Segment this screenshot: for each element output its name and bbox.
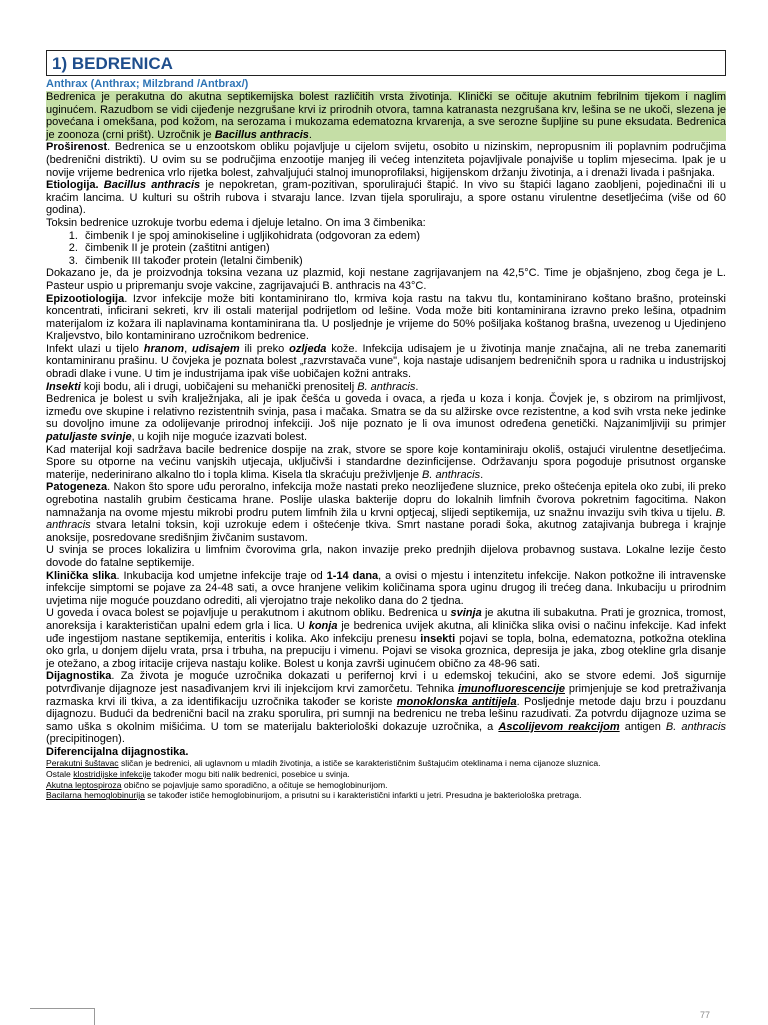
list-item <box>46 790 726 801</box>
diferencijalna-heading <box>46 746 726 759</box>
insekti-paragraph <box>46 381 726 394</box>
goveda-konja: konja <box>308 619 338 632</box>
diff-term: Bacilarna hemoglobinurija <box>46 790 145 801</box>
ulaz-text: ili preko <box>239 342 290 355</box>
insekti-text: koji bodu, ali i drugi, uobičajeni su mehanički prenositelj <box>80 380 358 393</box>
diff-term: Perakutni šuštavac <box>46 758 119 769</box>
dijagnostika-text: (precipitinogen). <box>46 733 125 746</box>
diferencijalna-end: . <box>185 745 189 758</box>
ulaz-text: kože. Infekcija udisajem je u životinja manje značajna, ali ne treba zanemariti kontaminiranu prašinu. U čovjeka je poznata bolest „razvrstavača vune", koja nastaje udisanjem bedreničnih spora u radnika u industrijskoj obradi dlake i vune. U tim je industrijama ipak više uobičajen kožni antraks. <box>46 342 726 381</box>
diff-text: sličan je bedrenici, ali uglavnom u mladih životinja, a ističe se karakterističnim šuštajućim oteklinama i nema cijanoze sluznica. <box>118 758 601 769</box>
epizootiologija-text: . Izvor infekcije može biti kontaminirano tlo, krmiva koja rastu na takvu tlu, kontaminirano koštano brašno, proteinski koncentrati, inficirani sekreti, krv ili ostali materijal podrijetlom od lešine. Voda može biti kontaminirana izravno preko lešina, otpadnim materijalom iz kožara ili naplavinama kontaminirana tla. U posljednje je vrijeme do 50% pošiljaka koštanog brašna, uvezenog u Ujedinjeno Kraljevstvo, bilo kontaminirano uzročnikom bedrenice. <box>46 292 726 343</box>
monoklonska-antitijela: monoklonska antitijela <box>396 695 517 708</box>
patogeneza-text2: stvara letalni toksin, koji uzrokuje edem i oštećenje tkiva. Smrt nastane poradi šoka, akutnog zatajivanja bubrega i krajnje anoksije, posredovane središnjim živčanim sustavom. <box>46 519 726 544</box>
dijagnostika-text: antigen <box>619 720 666 733</box>
diferencijalna-label: Diferencijalna dijagnostika <box>46 745 186 758</box>
klinicka-text: . Inkubacija kod umjetne infekcije traje od <box>116 569 327 582</box>
dijagnostika-text: primjenjuje se kod pretraživanja razmaska krvi ili tkiva, a za identifikaciju uzročnika također se koriste <box>46 682 726 708</box>
spore-paragraph <box>46 444 726 482</box>
klinicka-label: Klinička slika <box>46 569 117 582</box>
spore-text: Kad materijal koji sadržava bacile bedrenice dospije na zrak, stvore se spore koje kontaminiraju okoliš, ostajući virulentne desetljećima. Spore su otporne na većinu vanjskih utjecaja, uključivši i standardne dezinficijense. Održavanju spora pogoduje prisutnost organske materije, nederinirano alkalno tlo i topla klima. Kisela tla skraćuju preživljenje <box>46 443 726 481</box>
goveda-text: pojavi se topla, bolna, edematozna, potkožna oteklina oko grla, u donjem dijelu vrata, prsa i trbuha, na prepuciju i vimenu. Pojavi se visoka groznica, depresija je jaka, zbog otekline grla disanje je otežano, a zbog iritacije crijeva nastaju kolike. Bolest u konja završi uginućem obično za 48-96 sati. <box>46 632 727 670</box>
page-title: 1) BEDRENICA <box>52 54 173 73</box>
insekti-agent: B. anthracis <box>357 380 416 393</box>
klinicka-days: 1-14 dana <box>326 569 379 582</box>
goveda-text: je akutna ili subakutna. Prati je groznica, tromost, anoreksija i karakterističan upalni edem grla i lica. U <box>46 607 726 632</box>
diff-pre: Ostale <box>46 769 74 780</box>
goveda-insekti: insekti <box>420 632 456 645</box>
list-item <box>46 758 726 769</box>
spore-end: . <box>480 468 484 481</box>
patogeneza-text: . Nakon što spore uđu peroralno, infekcija može nastati preko neozlijeđene sluznice, preko oštećenja epitela oko zubi, ili preko ogrebotina nastalih grubim česticama hrane. Poslije ulaska bakterije dopru do lokalnih limfnih čvorova pokretnim fagocitima. Nakon namnažanja na ovome mjestu mikrobi prodru putem limfnih žila u krvni optjecaj, slijedi septikemija, uz snažnu invaziju svih tkiva u tijelu. <box>46 481 726 519</box>
intro-agent: Bacillus anthracis <box>214 128 309 141</box>
kraljeznjaci-end: , u kojih nije moguće izazvati bolest. <box>131 431 308 444</box>
list-item: 3. čimbenik III također protein (letalni čimbenik) <box>81 255 726 268</box>
imunofluorescencija: imunofluorescencije <box>458 682 565 695</box>
kraljeznjaci-text: Bedrenica je bolest u svih kralježnjaka, ali je ipak češća u goveda i ovaca, a rjeđa u koza i konja. Čovjek je, s obzirom na primljivost, između ove skupine i relativno rezistentnih svinja, pasa i mačaka. Smatra se da su alžirske ovce rezistentne, a kod svih vrsta neke jedinke su dovoljno imune za odolijevanje prirodnoj infekciji. Još nije poznato je li ova imunost određena genetički. Najzanimljiviji su primjer <box>46 393 726 431</box>
list-item: 2. čimbenik II je protein (zaštitni antigen) <box>81 242 726 255</box>
diff-text: se također ističe hemoglobinurijom, a prisutni su i karakteristični infarkti u jetri. Presudna je bakteriološka pretraga. <box>144 790 582 801</box>
list-item <box>46 780 726 791</box>
svinje-paragraph: U svinja se proces lokalizira u limfnim čvorovima grla, nakon invazije preko prednjih dijelova probavnog sustava. Lokalne lezije često dovode do fatalne septikemije. <box>46 544 726 569</box>
spore-agent: B. anthracis <box>422 468 481 481</box>
diferencijalna-list <box>46 758 726 800</box>
ascolijeva-reakcija: Ascolijevom reakcijom <box>498 720 620 733</box>
diff-term: klostridijske infekcije <box>73 769 152 780</box>
plazmid-paragraph: Dokazano je, da je proizvodnja toksina vezana uz plazmid, koji nestane zagrijavanjem na 42,5°C. Time je objašnjeno, zbog čega je L. Pasteur uspio u pripremanju svoje vakcine, zagrijavajući B. anthracis na 43°C. <box>46 267 726 292</box>
prosirenost-text: . Bedrenica se u enzootskom obliku pojavljuje u cijelom svijetu, osobito u nizinskim, nepropusnim ili poplavnim područjima (bedrenični distrikti). U ovim su se područjima enzootije manjeg ili većeg intenziteta pojavljivale ponajviše u toplim mjesecima. Ipak je u novije vrijeme bedrenica vrlo rijetka bolest, zahvaljujući stalnoj imunoprofilaksi, higijenskom držanju životinja, a i drenaži livada i pašnjaka. <box>46 141 726 179</box>
title-box <box>46 50 726 76</box>
patuljaste-svinje: patuljaste svinje <box>46 431 132 444</box>
epizootiologija-label: Epizootiologija <box>46 292 125 305</box>
etiologija-paragraph: Etiologija. Bacillus anthracis je nepokretan, gram-pozitivan, sporulirajući štapić. In vivo su štapići lagano zaobljeni, pojedinačni ili u kraćim lancima. U kulturi su oštrih rubova i stvaraju lance. Izvan tijela sporuliraju, a spore ostanu virulentne desetljećima (više od 60 godina). <box>46 179 726 217</box>
ulaz-hranom: hranom <box>143 342 185 355</box>
klinicka-paragraph <box>46 570 726 608</box>
goveda-svinja: svinja <box>450 607 482 620</box>
patogeneza-label: Patogeneza <box>46 481 108 494</box>
dijagnostika-agent: B. anthracis <box>665 720 726 733</box>
ulaz-text: , <box>184 342 192 355</box>
epizootiologija-paragraph <box>46 293 726 343</box>
dijagnostika-text: . Posljednje metode daju brzu i pouzdanu dijagnozu. Budući da bedrenični bacil na zraku sporulira, pri sumnji na bedrenicu ne treba lešinu razudivati. Za potvrdu dijagnoze uzima se samo uška s okolnim mišićima. U tom se materijalu bakteriološki dokazuje uzročnika, a <box>46 695 726 733</box>
diff-term: Akutna leptospiroza <box>46 779 122 790</box>
page-number: 77 <box>700 1010 711 1020</box>
toksin-list <box>46 230 726 268</box>
insekti-end: . <box>415 380 419 393</box>
document-page <box>46 50 726 801</box>
intro-text: Bedrenica je perakutna do akutna septikemijska bolest različitih vrsta životinja. Klinički se očituje akutnim febrilnim tijekom i naglim uginućem. Razudbom se vidi cijeđenje nezgrušane krvi iz prirodnih otvora, tamna katranasta nezgrušana krv, lešina se ne ukoči, slezena je povećana i omekšana, pod kožom, na serozama i mukozama edematozna krvarenja, a sve serozne šupljine su pune eksudata. Bedrenica je zoonoza (crni prišt). Uzročnik je <box>46 91 726 141</box>
kraljeznjaci-paragraph <box>46 393 726 443</box>
diff-text: također mogu biti nalik bedrenici, posebice u svinja. <box>151 769 350 780</box>
etiologija-agent: Bacillus anthracis <box>103 179 201 192</box>
toksin-intro: Toksin bedrenice uzrokuje tvorbu edema i djeluje letalno. On ima 3 čimbenika: <box>46 216 426 229</box>
list-item: 1. čimbenik I je spoj aminokiseline i ugljikohidrata (odgovoran za edem) <box>81 230 726 243</box>
intro-end: . <box>308 128 312 141</box>
insekti-label: Insekti <box>46 380 81 393</box>
etiologija-label: Etiologija <box>46 179 96 192</box>
footer-tab <box>30 1008 95 1025</box>
patogeneza-paragraph <box>46 481 726 544</box>
dijagnostika-label: Dijagnostika <box>46 670 112 683</box>
goveda-text: U goveda i ovaca bolest se pojavljuje u perakutnom i akutnom obliku. Bedrenica u <box>46 607 451 620</box>
page-subtitle: Anthrax (Anthrax; Milzbrand /Antbrax/) <box>46 78 249 90</box>
ulaz-paragraph <box>46 343 726 381</box>
patogeneza-agent: B. anthracis <box>46 506 726 532</box>
goveda-text: je bedrenica uvijek akutna, ali klinička slika ovisi o načinu infekcije. Kad infekt uđe ingestijom nastane septikemija, enteritis i kolika. Ako infekciju prenesu <box>46 619 726 645</box>
ulaz-text: Infekt ulazi u tijelo <box>46 342 144 355</box>
prosirenost-paragraph <box>46 141 726 179</box>
prosirenost-label: Proširenost <box>46 141 108 154</box>
diff-text: obično se pojavljuje samo sporadično, a očituje se hemoglobinurijom. <box>121 779 388 790</box>
etiologija-text: je nepokretan, gram-pozitivan, sporulirajući štapić. In vivo su štapići lagano zaobljeni, pojedinačni ili u kraćim lancima. U kulturi su oštrih rubova i stvaraju lance. Izvan tijela sporuliraju, a spore ostanu virulentne desetljećima (više od 60 godina). <box>46 179 726 217</box>
dijagnostika-text: . Za života je moguće uzročnika dokazati u perifernoj krvi i u edemskoj tekućini, ako se stvore edemi. Još sigurnije potvrđivanje dijagnoze jest nasađivanjem krvi ili injekcijom krvi zamorčetu. Tehnika <box>46 670 726 695</box>
goveda-paragraph <box>46 607 726 670</box>
intro-paragraph <box>46 91 726 141</box>
dijagnostika-paragraph <box>46 670 726 746</box>
ulaz-ozljeda: ozljeda <box>289 342 327 355</box>
list-item <box>46 769 726 780</box>
klinicka-text2: , a ovisi o mjestu i intenzitetu infekcije. Nakon potkožne ili intravenske infekcije simptomi se pojave za 24-48 sati, a ovce hranjene velikim količinama spora uginu drugog ili trećeg dana. Inkubaciju u prirodnim uvjetima nije moguće pouzdano odrediti, ali vjerojatno traje nekoliko dana do 2 tjedna. <box>46 569 726 607</box>
ulaz-udisajem: udisajem <box>192 342 240 355</box>
